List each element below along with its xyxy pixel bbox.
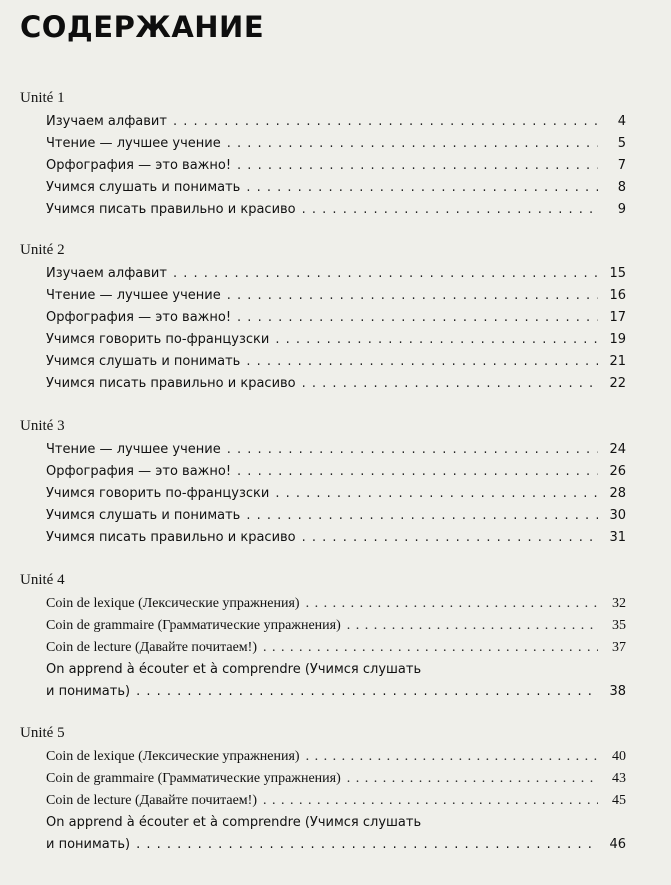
- toc-entry-multiline[interactable]: [46, 662, 626, 706]
- toc-entry[interactable]: [46, 771, 626, 793]
- entry-page: 7: [617, 158, 626, 173]
- unit-heading: Unité 1: [20, 90, 65, 106]
- toc-entry[interactable]: [46, 266, 626, 288]
- toc-entry[interactable]: [46, 486, 626, 508]
- entry-page: 45: [612, 793, 626, 808]
- entry-title: Coin de lecture (Давайте почитаем!): [46, 640, 257, 655]
- entry-title: Учимся слушать и понимать: [46, 180, 241, 195]
- entry-page: 40: [612, 749, 626, 764]
- dot-leader: [237, 158, 598, 173]
- entry-title: Чтение — лучшее учение: [46, 288, 221, 303]
- entry-title: Учимся слушать и понимать: [46, 508, 241, 523]
- dot-leader: [227, 288, 598, 303]
- entry-page: 21: [609, 354, 626, 369]
- entry-page: 8: [617, 180, 626, 195]
- dot-leader: [136, 837, 598, 852]
- entry-page: 30: [609, 508, 626, 523]
- entry-page: 43: [612, 771, 626, 786]
- entry-page: 31: [609, 530, 626, 545]
- toc-entry[interactable]: [46, 793, 626, 815]
- entry-title: Coin de lecture (Давайте почитаем!): [46, 793, 257, 808]
- dot-leader: [263, 793, 598, 809]
- unit-heading: Unité 4: [20, 572, 65, 588]
- toc-entry[interactable]: [46, 158, 626, 180]
- entry-page: 32: [612, 596, 626, 611]
- dot-leader: [302, 376, 598, 391]
- toc-entry[interactable]: [46, 354, 626, 376]
- entry-title: Учимся писать правильно и красиво: [46, 530, 296, 545]
- entry-title: Coin de lexique (Лексические упражнения): [46, 749, 300, 764]
- entry-title: Учимся писать правильно и красиво: [46, 202, 296, 217]
- entry-page: 46: [609, 837, 626, 852]
- entry-page: 38: [609, 684, 626, 699]
- dot-leader: [302, 530, 598, 545]
- unit-heading: Unité 3: [20, 418, 65, 434]
- entry-title: Учимся писать правильно и красиво: [46, 376, 296, 391]
- entry-title: Coin de grammaire (Грамматические упражнения): [46, 618, 341, 633]
- toc-entry[interactable]: [46, 640, 626, 662]
- toc-entry[interactable]: [46, 202, 626, 224]
- entry-page: 5: [617, 136, 626, 151]
- entry-title-line2: и понимать): [46, 684, 131, 699]
- dot-leader: [347, 618, 598, 634]
- toc-entry[interactable]: [46, 596, 626, 618]
- dot-leader: [275, 332, 598, 347]
- dot-leader: [275, 486, 598, 501]
- entry-title: Чтение — лучшее учение: [46, 442, 221, 457]
- entry-page: 22: [609, 376, 626, 391]
- dot-leader: [306, 749, 598, 765]
- dot-leader: [173, 114, 598, 129]
- toc-entry[interactable]: [46, 310, 626, 332]
- entry-title: Чтение — лучшее учение: [46, 136, 221, 151]
- entry-page: 9: [617, 202, 626, 217]
- unit-heading: Unité 2: [20, 242, 65, 258]
- entry-page: 16: [609, 288, 626, 303]
- dot-leader: [237, 464, 598, 479]
- toc-entry[interactable]: [46, 618, 626, 640]
- dot-leader: [246, 508, 598, 523]
- entry-title: Орфография — это важно!: [46, 310, 232, 325]
- toc-entry-multiline[interactable]: [46, 815, 626, 859]
- page-title: СОДЕРЖАНИЕ: [20, 10, 265, 44]
- entry-page: 35: [612, 618, 626, 633]
- entry-page: 24: [609, 442, 626, 457]
- entry-title: Орфография — это важно!: [46, 158, 232, 173]
- entry-page: 19: [609, 332, 626, 347]
- entry-page: 37: [612, 640, 626, 655]
- toc-entry[interactable]: [46, 464, 626, 486]
- dot-leader: [246, 180, 598, 195]
- toc-entry[interactable]: [46, 332, 626, 354]
- dot-leader: [173, 266, 598, 281]
- entry-title: Орфография — это важно!: [46, 464, 232, 479]
- entry-title-line2: и понимать): [46, 837, 131, 852]
- toc-entry[interactable]: [46, 136, 626, 158]
- entry-title-line1: On apprend à écouter et à comprendre (Учимся слушать: [46, 815, 422, 830]
- dot-leader: [347, 771, 598, 787]
- entry-title-line1: On apprend à écouter et à comprendre (Учимся слушать: [46, 662, 422, 677]
- entry-title: Учимся говорить по-французски: [46, 332, 270, 347]
- entry-title: Учимся говорить по-французски: [46, 486, 270, 501]
- entry-title: Изучаем алфавит: [46, 266, 167, 281]
- toc-entry[interactable]: [46, 530, 626, 552]
- toc-entry[interactable]: [46, 749, 626, 771]
- dot-leader: [136, 684, 598, 699]
- entry-page: 28: [609, 486, 626, 501]
- dot-leader: [302, 202, 598, 217]
- toc-entry[interactable]: [46, 376, 626, 398]
- entry-title: Coin de lexique (Лексические упражнения): [46, 596, 300, 611]
- dot-leader: [227, 442, 598, 457]
- entry-title: Изучаем алфавит: [46, 114, 167, 129]
- entry-page: 15: [609, 266, 626, 281]
- entry-page: 26: [609, 464, 626, 479]
- entry-title: Учимся слушать и понимать: [46, 354, 241, 369]
- toc-entry[interactable]: [46, 288, 626, 310]
- toc-entry[interactable]: [46, 114, 626, 136]
- unit-heading: Unité 5: [20, 725, 65, 741]
- toc-entry[interactable]: [46, 180, 626, 202]
- entry-title: Coin de grammaire (Грамматические упражнения): [46, 771, 341, 786]
- dot-leader: [237, 310, 598, 325]
- dot-leader: [227, 136, 598, 151]
- dot-leader: [306, 596, 598, 612]
- entry-page: 4: [617, 114, 626, 129]
- toc-entry[interactable]: [46, 442, 626, 464]
- toc-entry[interactable]: [46, 508, 626, 530]
- dot-leader: [263, 640, 598, 656]
- entry-page: 17: [609, 310, 626, 325]
- dot-leader: [246, 354, 598, 369]
